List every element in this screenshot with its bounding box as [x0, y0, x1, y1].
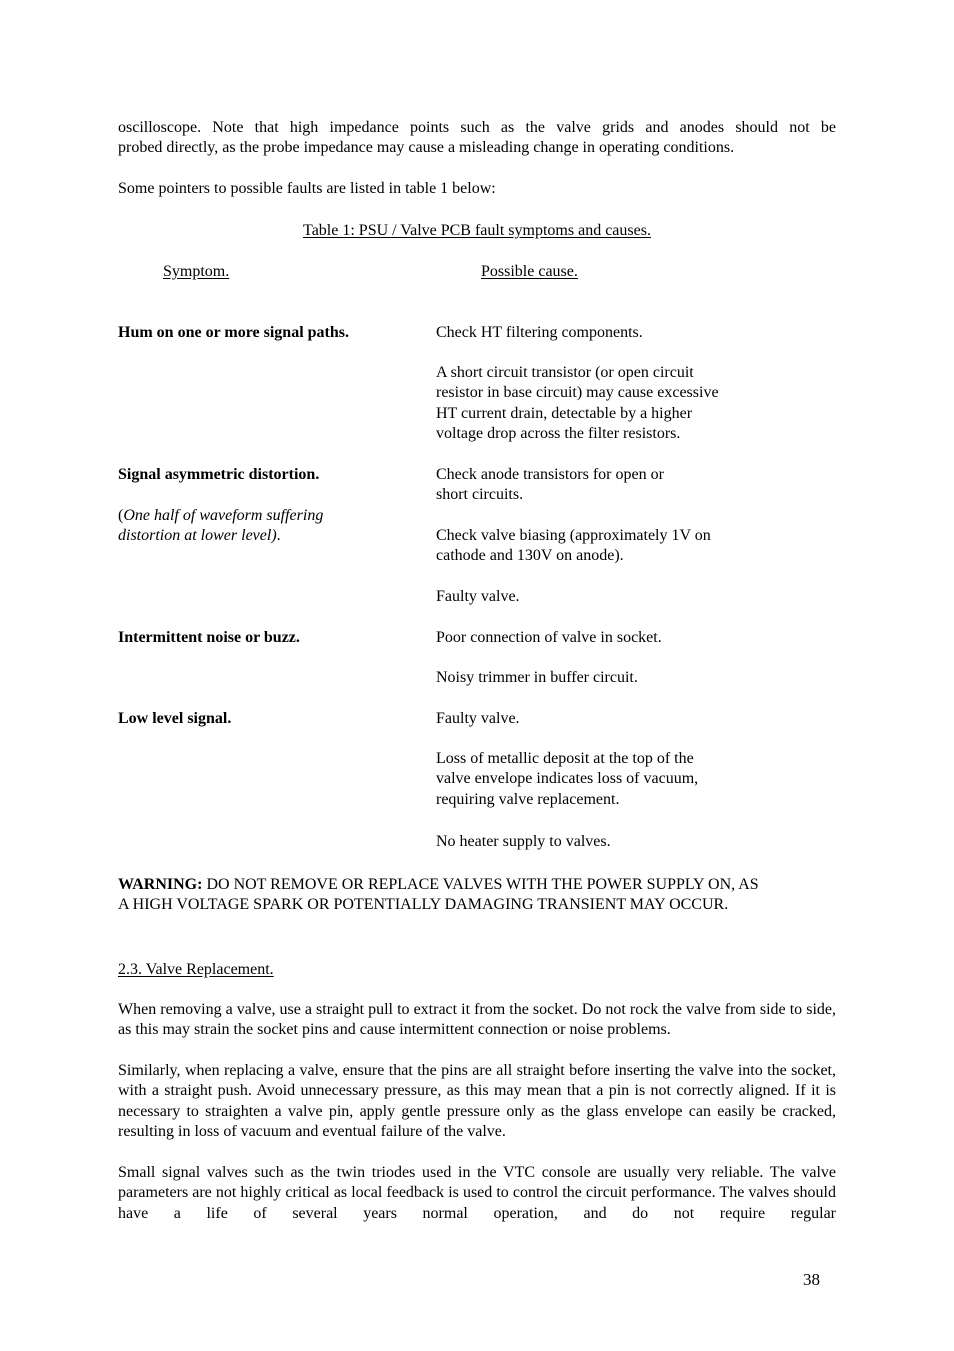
cause-line: Loss of metallic deposit at the top of the: [436, 750, 694, 767]
page-number: 38: [803, 1270, 820, 1289]
cause-line: cathode and 130V on anode).: [436, 547, 624, 565]
cause-line: valve envelope indicates loss of vacuum,: [436, 770, 699, 788]
paragraph-removing: When removing a valve, use a straight pull to extract it from the socket. Do not rock the valve from side to side, as this may strain the socket pins and cause intermittent connection or noise problems.: [118, 1001, 836, 1039]
cause-anode-transistors: [436, 465, 664, 506]
symptom-intermittent: Intermittent noise or buzz.: [118, 629, 300, 646]
cause-line: HT current drain, detectable by a higher: [436, 404, 693, 422]
warning-label: WARNING:: [118, 876, 203, 893]
cause-line: voltage drop across the filter resistors.: [436, 425, 681, 443]
warning-block: [118, 875, 836, 916]
table-caption-text: Table 1: PSU / Valve PCB fault symptoms and causes.: [303, 222, 651, 239]
cause-faulty-valve: Faulty valve.: [436, 588, 520, 605]
cause-short-circuit: [436, 363, 719, 445]
symptom-low-level: Low level signal.: [118, 710, 232, 727]
section-heading-text: 2.3. Valve Replacement.: [118, 961, 274, 978]
table-caption: [0, 221, 954, 241]
intro-line-1: oscilloscope. Note that high impedance points such as the valve grids and anodes should not be: [118, 119, 836, 136]
paragraph-replacing: Similarly, when replacing a valve, ensure that the pins are all straight before inserting the valve into the socket, with a straight push. Avoid unnecessary pressure, as this may mean that a pin is not correctly aligned. If it is necessary to straighten a valve pin, apply gentle pressure only as the glass envelope can easily be cracked, resulting in loss of vacuum and eventual failure of the valve.: [118, 1062, 836, 1141]
cause-header-text: Possible cause.: [481, 263, 578, 280]
warning-text: DO NOT REMOVE OR REPLACE VALVES WITH THE POWER SUPPLY ON, AS: [202, 876, 759, 893]
cause-line: resistor in base circuit) may cause excessive: [436, 384, 719, 402]
cause-no-heater: No heater supply to valves.: [436, 833, 611, 850]
symptom-hum: Hum on one or more signal paths.: [118, 324, 349, 341]
warning-line-1: [118, 875, 836, 895]
symptom-asymmetric: Signal asymmetric distortion.: [118, 466, 320, 483]
table-header-cause: [481, 262, 578, 282]
note-open-paren: (: [118, 507, 124, 524]
note-text: One half of waveform suffering: [123, 507, 324, 524]
cause-line: A short circuit transistor (or open circuit: [436, 364, 694, 381]
cause-line: requiring valve replacement.: [436, 790, 620, 808]
cause-valve-biasing: [436, 526, 711, 567]
symptom-header-text: Symptom.: [163, 263, 230, 280]
note-line: [118, 526, 323, 546]
cause-faulty-valve-2: Faulty valve.: [436, 710, 520, 727]
note-text: distortion at lower level): [118, 527, 277, 545]
cause-line: Check anode transistors for open or: [436, 466, 664, 483]
intro-line-2: probed directly, as the probe impedance may cause a misleading change in operating conditions.: [118, 139, 735, 156]
table-header-symptom: [163, 262, 229, 282]
cause-check-ht: Check HT filtering components.: [436, 324, 643, 341]
paragraph-small-signal: Small signal valves such as the twin triodes used in the VTC console are usually very reliable. The valve parameters are not highly critical as local feedback is used to control the circuit performance. The valves should have a life of several years normal operation, and do not require regular: [118, 1164, 836, 1222]
cause-metallic-deposit: [436, 749, 698, 810]
pointers-sentence: Some pointers to possible faults are listed in table 1 below:: [118, 180, 496, 197]
cause-line: short circuits.: [436, 486, 524, 504]
cause-poor-connection: Poor connection of valve in socket.: [436, 629, 662, 646]
note-period: .: [276, 527, 281, 545]
symptom-asymmetric-note: [118, 506, 323, 547]
note-line: [118, 506, 323, 526]
section-heading: [118, 960, 274, 980]
warning-line-2: A HIGH VOLTAGE SPARK OR POTENTIALLY DAMAGING TRANSIENT MAY OCCUR.: [118, 896, 729, 914]
cause-line: Check valve biasing (approximately 1V on: [436, 527, 711, 544]
cause-noisy-trimmer: Noisy trimmer in buffer circuit.: [436, 669, 638, 686]
